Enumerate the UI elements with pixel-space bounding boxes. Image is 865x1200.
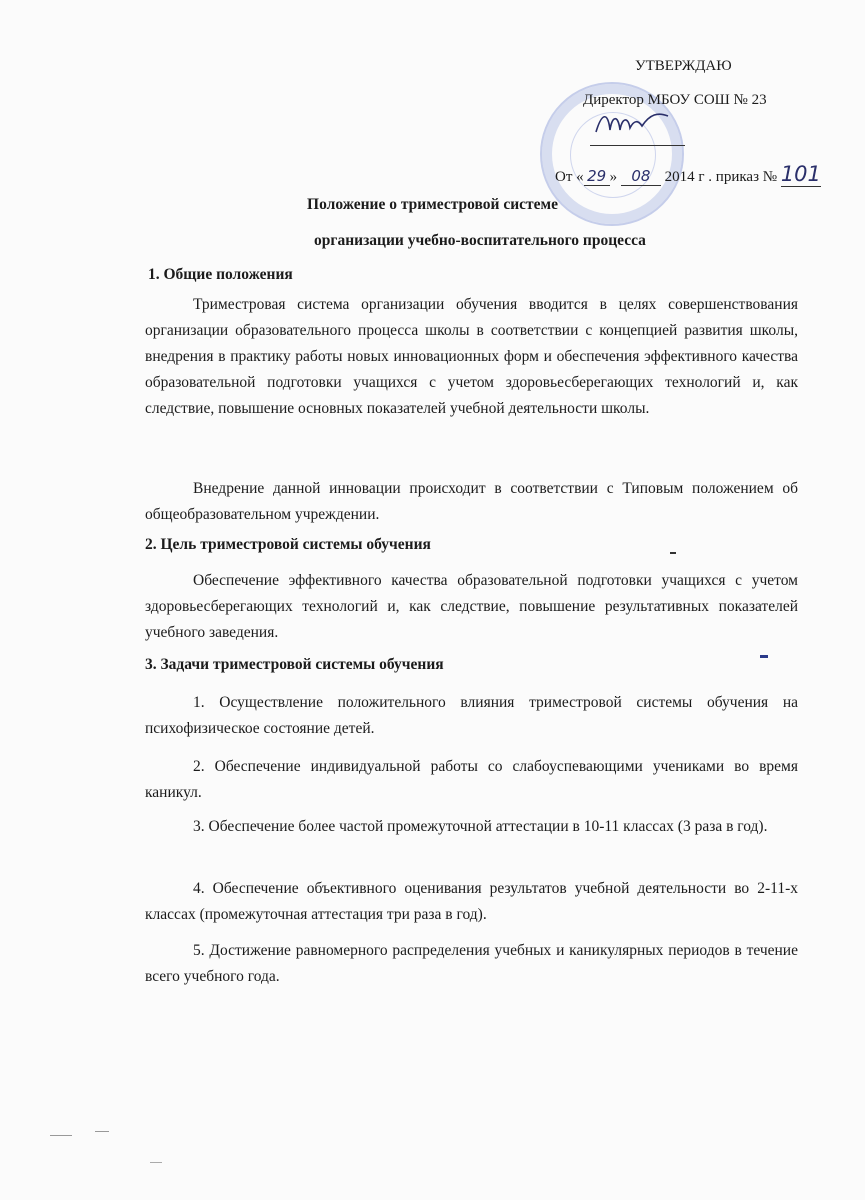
section-2-paragraph-1: Обеспечение эффективного качества образовательной подготовки учащихся с учетом здоровьесберегающих технологий и, как следствие, повышение результативных показателей учебного заведения.	[145, 572, 798, 641]
director-position: Директор МБОУ СОШ № 23	[583, 92, 767, 108]
approve-label: УТВЕРЖДАЮ	[635, 58, 732, 74]
document-title-line-1: Положение о триместровой системе	[307, 196, 558, 213]
section-1-paragraph-2: Внедрение данной инновации происходит в соответствии с Типовым положением об общеобразовательном учреждении.	[145, 480, 798, 523]
section-1-heading: 1. Общие положения	[148, 266, 293, 283]
signature-line	[590, 145, 685, 146]
date-year: 2014 г .	[664, 169, 713, 185]
scan-speck	[760, 655, 768, 658]
director-signature	[592, 106, 672, 140]
document-title-line-2: организации учебно-воспитательного процесса	[314, 232, 646, 249]
date-prefix: От «	[555, 169, 584, 185]
scan-speck	[670, 552, 676, 554]
order-date-line	[555, 162, 821, 187]
task-item-3: 3. Обеспечение более частой промежуточной аттестации в 10-11 классах (3 раза в год).	[193, 818, 768, 835]
scan-speck	[50, 1135, 72, 1136]
section-2-heading: 2. Цель триместровой системы обучения	[145, 536, 431, 553]
task-item-1: 1. Осуществление положительного влияния триместровой системы обучения на психофизическое состояние детей.	[145, 694, 798, 737]
order-label: приказ №	[715, 169, 778, 185]
task-item-4: 4. Обеспечение объективного оценивания результатов учебной деятельности во 2-11-х классах (промежуточная аттестация три раза в год).	[145, 880, 798, 923]
section-3-heading: 3. Задачи триместровой системы обучения	[145, 656, 444, 673]
date-month: 08	[621, 167, 661, 186]
scan-speck	[95, 1131, 109, 1132]
date-day: 29	[584, 167, 610, 186]
task-item-2: 2. Обеспечение индивидуальной работы со слабоуспевающими учениками во время каникул.	[145, 758, 798, 801]
task-item-5: 5. Достижение равномерного распределения учебных и каникулярных периодов в течение всего учебного года.	[145, 942, 798, 985]
section-1-paragraph-1: Триместровая система организации обучения вводится в целях совершенствования организации образовательного процесса школы в соответствии с концепцией развития школы, внедрения в практику работы новых инновационных форм и обеспечения эффективного качества образовательной подготовки учащихся с учетом здоровьесберегающих технологий и, как следствие, повышение основных показателей учебной деятельности школы.	[145, 296, 798, 417]
order-number: 101	[780, 162, 821, 186]
scan-speck	[150, 1162, 162, 1163]
date-mid: »	[609, 169, 618, 185]
